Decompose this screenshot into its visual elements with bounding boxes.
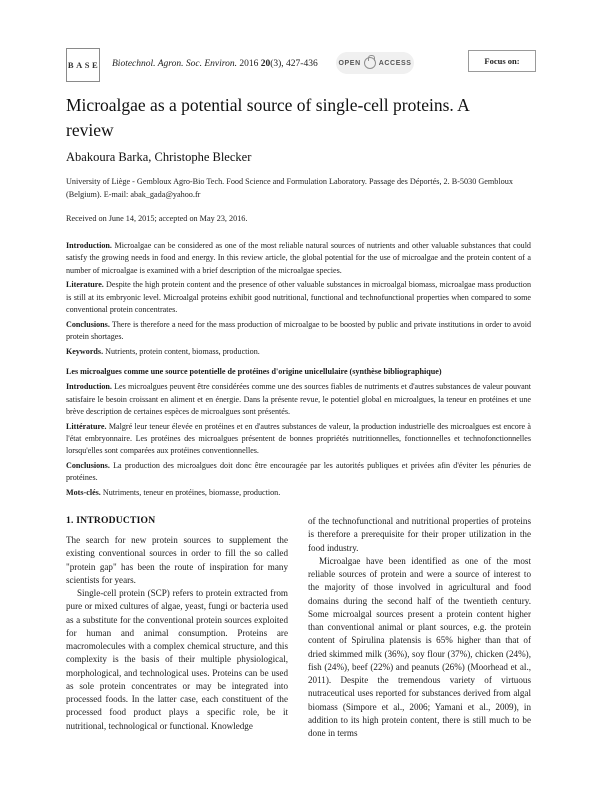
abstract-fr-literature-label: Littérature. [66,421,107,431]
abstract-fr-conclusions [66,460,531,485]
open-access-label-open: OPEN [338,59,361,67]
focus-on-label: Focus on: [484,56,520,66]
affiliation: University of Liège - Gembloux Agro-Bio Tech. Food Science and Formulation Laboratory. Passage des Déportés, 2. B-5030 Gembloux (Belgium). E-mail: abak_gada@yahoo.fr [66,177,513,199]
abstract-conclusions-text: There is therefore a need for the mass production of microalgae to be boosted by public and private institutions in order to avoid protein shortages. [66,319,531,342]
lock-icon [364,57,376,69]
abstract-fr-introduction [66,381,531,418]
abstract-fr-introduction-label: Introduction. [66,382,112,392]
body-column-right [308,515,531,741]
abstract-keywords-label: Keywords. [66,346,104,356]
author-list: Abakoura Barka, Christophe Blecker [66,150,252,164]
abstract-introduction [66,240,531,277]
open-access-badge[interactable] [336,52,414,74]
journal-volume: 20 [260,59,271,69]
abstract-introduction-label: Introduction. [66,241,112,250]
logo-letter-a: A [76,60,83,70]
logo-letter-s: S [84,60,90,70]
base-journal-logo [66,48,100,82]
abstract-literature-label: Literature. [66,280,104,290]
abstract-french-heading: Les microalgues comme une source potentielle de protéines d'origine unicellulaire (synthèse bibliographique) [66,367,442,376]
section-heading-introduction: 1. INTRODUCTION [66,515,156,526]
journal-citation [112,59,318,69]
abstract-fr-conclusions-label: Conclusions. [66,461,110,471]
paragraph: Single-cell protein (SCP) refers to protein extracted from pure or mixed cultures of algae, yeast, fungi or bacteria used as a substitute for the conventional protein sources exploited for human and animal consumption. Proteins are macromolecules with a complex chemical structure, and this complexity is the basis of their multiple physiological, morphological, and technological uses. Proteins can be used as sole protein concentrates or may be integrated into processed foods. In the latter case, each constituent of the processed food product plays a specific role, be it nutritional, technological or functional. Knowledge [66,588,288,731]
focus-on-box [468,50,536,72]
abstract-fr-conclusions-text: La production des microalgues doit donc être encouragée par les autorités publiques et privées afin d'éviter les pénuries de protéines. [66,461,531,483]
abstract-conclusions-label: Conclusions. [66,319,110,329]
abstract-fr-introduction-text: Les microalgues peuvent être considérées comme une des sources fiables de nutriments et d'autres substances de valeur pouvant satisfaire le besoin croissant en aliment et en énergie. Dans la présente revue, le potentiel global en microalgues, la teneur en protéines et une brève description de certaines espèces de microalgues sont présentés. [66,382,531,416]
abstract-fr-keywords-text: Nutriments, teneur en protéines, biomasse, production. [102,488,281,498]
abstract-literature [66,279,531,316]
abstract-introduction-text: Microalgae can be considered as one of the most reliable natural sources of nutrients and other valuable substances that could satisfy the growing needs in food and energy. In this review article, the global potential for the use of microalgae and the protein content of a number of microalgae is examined with a brief description of the microalgae species. [66,241,531,275]
journal-name: Biotechnol. Agron. Soc. Environ. [112,59,237,69]
abstract-conclusions [66,319,531,344]
paragraph: of the technofunctional and nutritional properties of proteins is therefore a prerequisite for their proper utilization in the food industry. [308,516,531,553]
abstract-literature-text: Despite the high protein content and the presence of other valuable substances in microalgal biomass, microalgae mass production is still at its embryonic level. Microalgal proteins exhibit good nutritional, functional and technofunctional properties when compared to some conventional protein concentrates. [66,280,531,314]
open-access-label-access: ACCESS [378,59,412,67]
abstract-fr-literature [66,421,531,458]
received-accepted-dates: Received on June 14, 2015; accepted on May 23, 2016. [66,214,248,223]
logo-letter-b: B [67,60,75,70]
abstract-french [66,366,531,502]
logo-letter-e: E [91,60,99,70]
paragraph: Microalgae have been identified as one of the most reliable sources of protein and were a source of interest to the majority of those involved in agricultural and food domains during the second half of the twentieth century. Some microalgal sources present a protein content higher than conventional animal or plant sources, e.g. the protein content of Spirulina platensis is 65% higher than that of dried skimmed milk (36%), soy flour (37%), chicken (24%), fish (24%), beef (22%) and peanuts (26%) (Moorhead et al., 2011). Despite the tremendous variety of virtuous nutraceutical uses reported for substances derived from algal biomass (Simpore et al., 2006; Yamani et al., 2009), in addition to its high protein content, there is still much to be done in terms [308,555,531,739]
journal-issue-pages: (3), 427-436 [270,59,318,69]
page-title: Microalgae as a potential source of single-cell proteins. A review [66,95,469,140]
abstract-english [66,240,531,361]
body-column-left [66,534,288,733]
abstract-fr-keywords [66,487,531,499]
abstract-keywords [66,346,531,358]
abstract-fr-literature-text: Malgré leur teneur élevée en protéines et en d'autres substances de valeur, la production industrielle des microalgues est encore à l'état embryonnaire. Les protéines des microalgues présentent de bonnes propriétés nutritionnelles, fonctionnelles et technofonctionnelles lorsqu'elles sont comparées aux protéines conventionnelles. [66,421,531,456]
paragraph: The search for new protein sources to supplement the existing conventional sources in order to fill the so called "protein gap" has been the route of inspiration for many scientists for years. [66,535,288,585]
journal-year: 2016 [239,59,259,69]
page-header [66,48,536,88]
abstract-fr-keywords-label: Mots-clés. [66,488,101,498]
abstract-keywords-text: Nutrients, protein content, biomass, production. [105,346,260,356]
